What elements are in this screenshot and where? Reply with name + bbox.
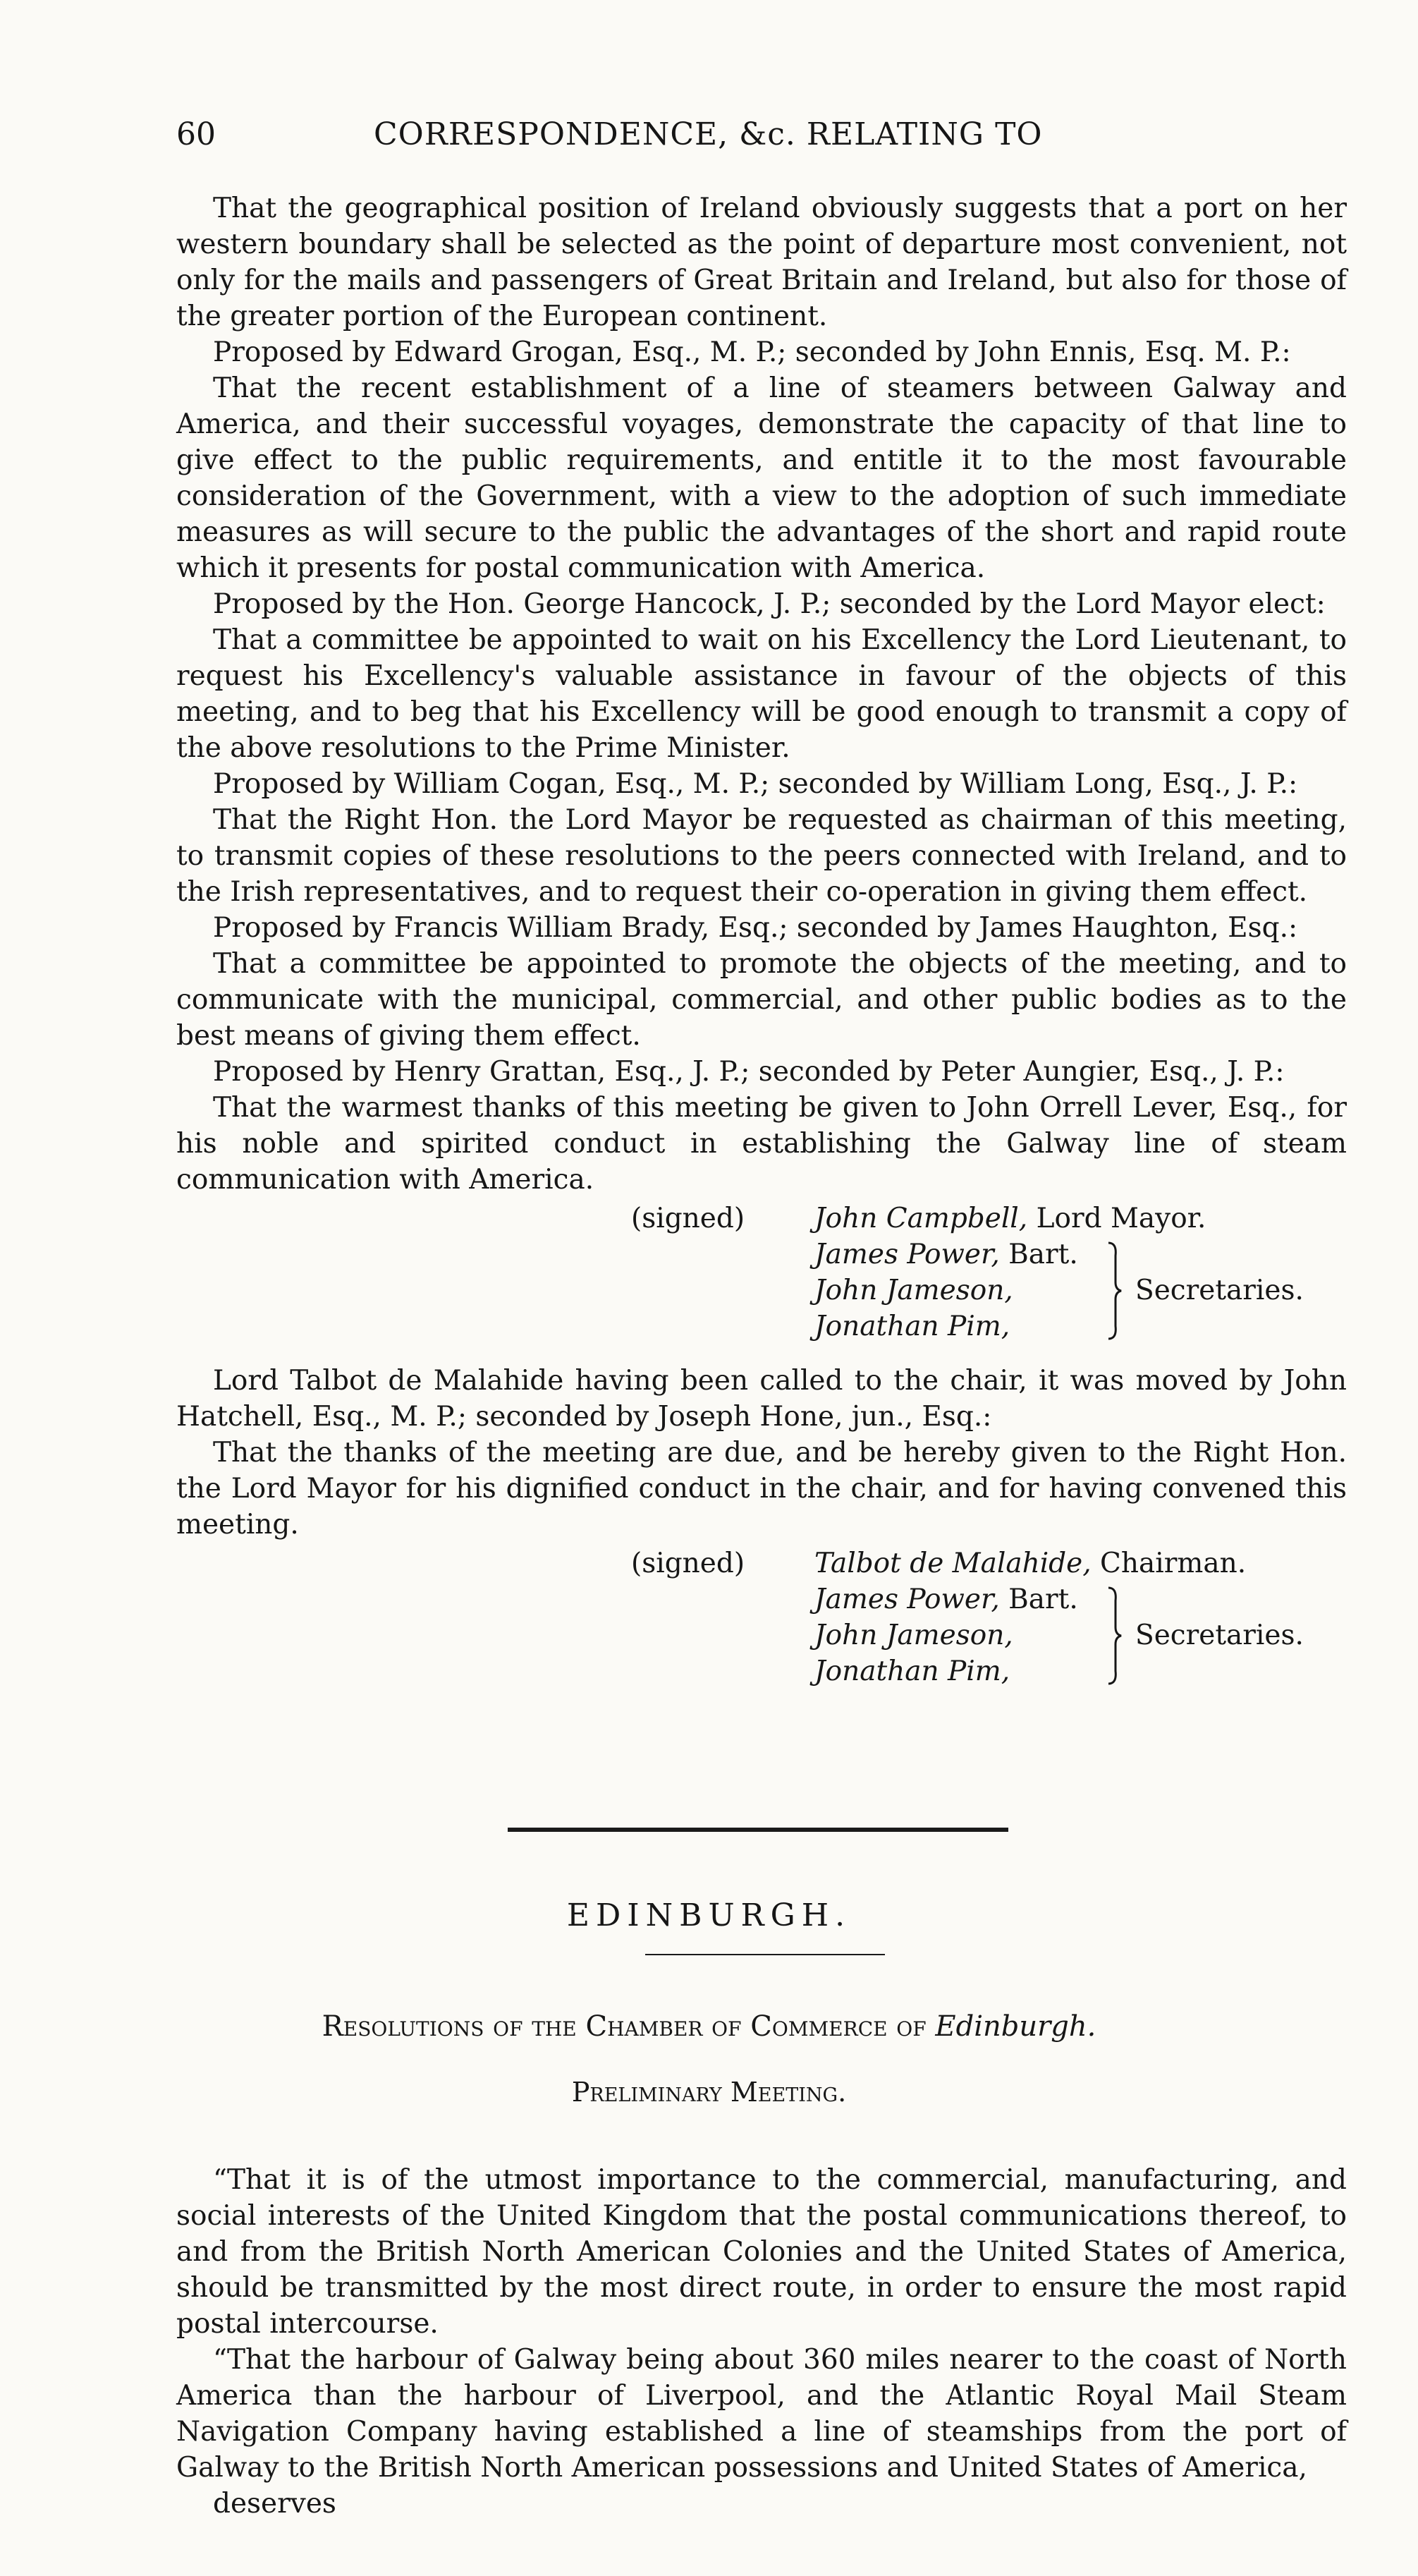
- resolutions-title: [0, 2010, 1418, 2043]
- resolutions-title-place: Edinburgh.: [935, 2010, 1096, 2043]
- motion-paragraph: Lord Talbot de Malahide having been called to the chair, it was moved by John Hatchell, Esq., M. P.; seconded by Joseph Hone, jun., Esq.:: [176, 1365, 1347, 1433]
- resolution-paragraph: That a committee be appointed to promote the objects of the meeting, and to communicate with the municipal, commercial, and other public bodies as to the best means of giving them effect.: [176, 948, 1347, 1052]
- secretaries-label: Secretaries.: [1135, 1620, 1304, 1651]
- secretary-name: James Power,: [814, 1239, 1000, 1270]
- chair-name: John Campbell,: [814, 1203, 1028, 1234]
- proposer-line: Proposed by Edward Grogan, Esq., M. P.; seconded by John Ennis, Esq. M. P.:: [213, 336, 1291, 368]
- resolution-paragraph: That the Right Hon. the Lord Mayor be requested as chairman of this meeting, to transmit copies of these resolutions to the peers connected with Ireland, and to the Irish representatives, and to request their co-operation in giving them effect.: [176, 804, 1347, 908]
- right-brace-icon: [1107, 1586, 1123, 1685]
- meeting-subtitle: Preliminary Meeting.: [571, 2077, 847, 2108]
- right-brace-icon: [1107, 1241, 1123, 1340]
- resolution-paragraph: That a committee be appointed to wait on his Excellency the Lord Lieutenant, to request his Excellency's valuable assistance in favour of the objects of this meeting, and to beg that his Excellency will be good enough to transmit a copy of the above resolutions to the Prime Minister.: [176, 624, 1347, 764]
- edinburgh-resolutions: [176, 2162, 1347, 2522]
- secretary-name: John Jameson,: [814, 1620, 1013, 1651]
- chair-title: Chairman.: [1100, 1548, 1247, 1579]
- chair-title: Lord Mayor.: [1036, 1203, 1206, 1234]
- proposer-line: Proposed by William Cogan, Esq., M. P.; seconded by William Long, Esq., J. P.:: [213, 768, 1298, 800]
- resolutions-title-text: Resolutions of the Chamber of Commerce of: [322, 2010, 927, 2043]
- proposer-line: Proposed by Francis William Brady, Esq.; seconded by James Haughton, Esq.:: [213, 912, 1298, 944]
- resolution-paragraph: That the geographical position of Ireland obviously suggests that a port on her western boundary shall be selected as the point of departure most convenient, not only for the mails and passengers of Great Britain and Ireland, but also for those of the greater portion of the European continent.: [176, 193, 1347, 332]
- secretaries-label: Secretaries.: [1135, 1275, 1304, 1306]
- page-number: 60: [176, 116, 216, 152]
- resolution-paragraph: “That it is of the utmost importance to the commercial, manufacturing, and social interests of the United Kingdom that the postal communications thereof, to and from the British North American Colonies and the United States of America, should be transmitted by the most direct route, in order to ensure the most rapid postal intercourse.: [176, 2164, 1347, 2340]
- signed-label: (signed): [631, 1548, 745, 1579]
- irish-resolutions: [176, 190, 1347, 1708]
- secretary-title: Bart.: [1008, 1239, 1078, 1270]
- resolution-paragraph: That the recent establishment of a line of steamers between Galway and America, and their successful voyages, demonstrate the capacity of that line to give effect to the public requirements, and entitle it to the most favourable consideration of the Government, with a view to the adoption of such immediate measures as will secure to the public the advantages of the short and rapid route which it presents for postal communication with America.: [176, 372, 1347, 584]
- catchword: deserves: [213, 2488, 336, 2520]
- heading-underline: [645, 1954, 885, 1955]
- resolution-paragraph: That the thanks of the meeting are due, and be hereby given to the Right Hon. the Lord Mayor for his dignified conduct in the chair, and for having convened this meeting.: [176, 1437, 1347, 1541]
- chair-name: Talbot de Malahide,: [814, 1548, 1092, 1579]
- secretary-name: Jonathan Pim,: [814, 1311, 1010, 1342]
- secretary-title: Bart.: [1008, 1584, 1078, 1615]
- signed-label: (signed): [631, 1203, 745, 1234]
- section-divider: [508, 1828, 1008, 1832]
- proposer-line: Proposed by the Hon. George Hancock, J. P.; seconded by the Lord Mayor elect:: [213, 588, 1326, 620]
- signature-block-2: [176, 1545, 1347, 1691]
- resolution-paragraph: “That the harbour of Galway being about 360 miles nearer to the coast of North America than the harbour of Liverpool, and the Atlantic Royal Mail Steam Navigation Company having established a line of steamships from the port of Galway to the British North American possessions and United States of America,: [176, 2344, 1347, 2484]
- resolution-paragraph: That the warmest thanks of this meeting be given to John Orrell Lever, Esq., for his noble and spirited conduct in establishing the Galway line of steam communication with America.: [176, 1092, 1347, 1196]
- secretary-name: John Jameson,: [814, 1275, 1013, 1306]
- signature-block-1: [176, 1201, 1347, 1346]
- page-header: [176, 116, 1347, 166]
- secretary-name: Jonathan Pim,: [814, 1655, 1010, 1687]
- proposer-line: Proposed by Henry Grattan, Esq., J. P.; seconded by Peter Aungier, Esq., J. P.:: [213, 1056, 1285, 1088]
- running-title: CORRESPONDENCE, &c. RELATING TO: [374, 116, 1043, 152]
- secretary-name: James Power,: [814, 1584, 1000, 1615]
- section-heading: EDINBURGH.: [566, 1897, 852, 1933]
